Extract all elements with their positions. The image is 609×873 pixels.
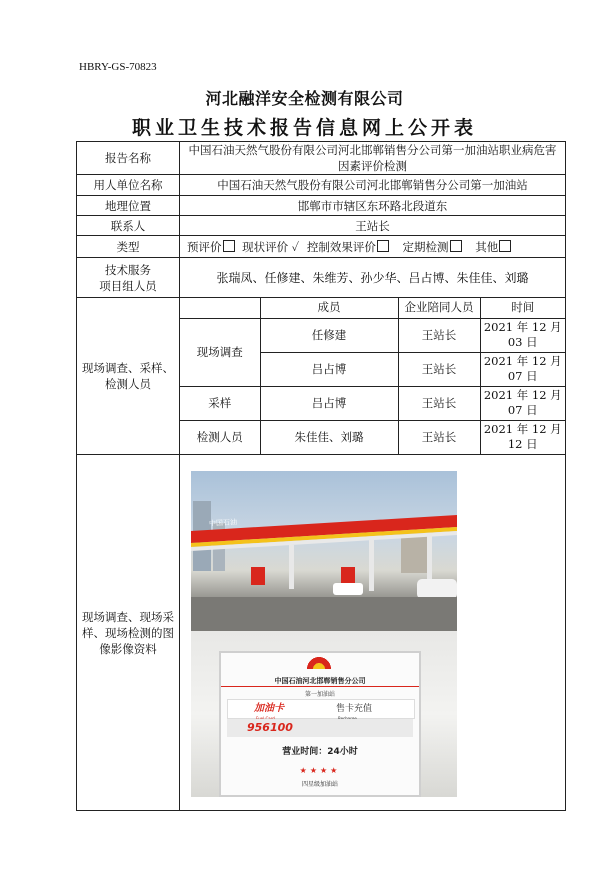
photo-station-sign xyxy=(191,631,457,797)
employer-label: 用人单位名称 xyxy=(77,175,180,196)
checkbox-icon xyxy=(450,240,462,252)
canopy-pillar xyxy=(289,545,294,589)
images-cell xyxy=(180,455,566,811)
car-right xyxy=(417,579,457,599)
location-value: 邯郸市市辖区东环路北段道东 xyxy=(180,196,566,216)
location-label: 地理位置 xyxy=(77,196,180,216)
rating-stars: ★★★★ xyxy=(299,766,341,775)
fuel-dispenser xyxy=(341,567,355,585)
page-title: 职业卫生技术报告信息网上公开表 xyxy=(131,117,477,139)
team-label-line1: 技术服务 xyxy=(105,262,151,277)
member-cell: 任修建 xyxy=(260,318,398,352)
row-images xyxy=(77,455,566,811)
survey-subtable xyxy=(180,298,565,454)
company-name: 河北融洋安全检测有限公司 xyxy=(205,89,404,108)
escort-cell: 王站长 xyxy=(398,318,480,352)
member-cell: 朱佳佳、刘璐 xyxy=(260,420,398,454)
type-option-status: 现状评价 ✓ xyxy=(242,239,300,254)
header-escort: 企业陪同人员 xyxy=(398,298,480,318)
type-option-other: 其他 xyxy=(475,239,499,254)
sign-board xyxy=(219,651,421,797)
member-cell: 吕占博 xyxy=(260,386,398,420)
type-label: 类型 xyxy=(77,236,180,258)
type-option-pre: 预评价 xyxy=(187,239,222,254)
row-report-name xyxy=(77,142,566,175)
canopy-brand-text: 中国石油 xyxy=(208,518,238,528)
type-option-control: 控制效果评价 xyxy=(306,239,376,254)
recharge-label: 售卡充值 xyxy=(336,704,373,714)
checkbox-icon xyxy=(499,240,511,252)
car xyxy=(333,583,363,595)
escort-cell: 王站长 xyxy=(398,420,480,454)
time-cell: 2021 年 12 月 07 日 xyxy=(480,386,565,420)
hotline-number: 956100 xyxy=(247,721,293,734)
table-row xyxy=(180,386,565,420)
petrochina-logo xyxy=(307,655,331,669)
row-employer xyxy=(77,175,566,196)
sign-line1: 中国石油河北邯郸销售分公司 xyxy=(274,677,366,685)
report-name-value: 中国石油天然气股份有限公司河北邯郸销售分公司第一加油站职业病危害因素评价检测 xyxy=(180,142,566,175)
contact-label: 联系人 xyxy=(77,216,180,236)
member-cell: 吕占博 xyxy=(260,352,398,386)
row-team xyxy=(77,258,566,298)
category-sampling: 采样 xyxy=(180,386,260,420)
fuel-dispenser xyxy=(251,567,265,585)
checkbox-icon xyxy=(377,240,389,252)
table-row xyxy=(180,420,565,454)
survey-label: 现场调查、采样、检测人员 xyxy=(77,298,180,455)
escort-cell: 王站长 xyxy=(398,386,480,420)
team-label xyxy=(77,258,180,298)
business-hours: 营业时间：24小时 xyxy=(282,747,358,757)
employer-value: 中国石油天然气股份有限公司河北邯郸销售分公司第一加油站 xyxy=(180,175,566,196)
row-type xyxy=(77,236,566,258)
table-row xyxy=(180,318,565,352)
time-cell: 2021 年 12 月 07 日 xyxy=(480,352,565,386)
contact-value: 王站长 xyxy=(180,216,566,236)
building-right xyxy=(401,533,429,573)
header-time: 时间 xyxy=(480,298,565,318)
hotline-banner xyxy=(227,719,413,737)
images-label: 现场调查、现场采样、现场检测的图像影像资料 xyxy=(77,455,180,811)
gas-station-illustration xyxy=(191,471,457,631)
type-options xyxy=(180,236,566,258)
pavement xyxy=(191,597,457,631)
header-member: 成员 xyxy=(260,298,398,318)
rating-label: 四星级加油站 xyxy=(301,781,338,788)
category-testing: 检测人员 xyxy=(180,420,260,454)
row-contact xyxy=(77,216,566,236)
escort-cell: 王站长 xyxy=(398,352,480,386)
report-name-label: 报告名称 xyxy=(77,142,180,175)
sign-line2: 第一加油站 xyxy=(221,686,419,703)
checkbox-icon xyxy=(223,240,235,252)
survey-header-row xyxy=(180,298,565,318)
document-number: HBRY-GS-70823 xyxy=(79,61,157,73)
team-label-line2: 项目组人员 xyxy=(99,278,157,293)
fuel-card-label: 加油卡 xyxy=(254,703,284,714)
canopy-pillar xyxy=(369,539,374,591)
row-location xyxy=(77,196,566,216)
time-cell: 2021 年 12 月 03 日 xyxy=(480,318,565,352)
category-survey: 现场调查 xyxy=(180,318,260,386)
type-option-periodic: 定期检测 xyxy=(402,239,449,254)
team-value: 张瑞凤、任修建、朱维芳、孙少华、吕占博、朱佳佳、刘璐 xyxy=(180,258,566,298)
photo-gas-station xyxy=(191,471,457,631)
row-survey xyxy=(77,298,566,455)
fuel-card-banner xyxy=(227,699,415,719)
time-cell: 2021 年 12 月 12 日 xyxy=(480,420,565,454)
disclosure-table xyxy=(76,141,566,811)
